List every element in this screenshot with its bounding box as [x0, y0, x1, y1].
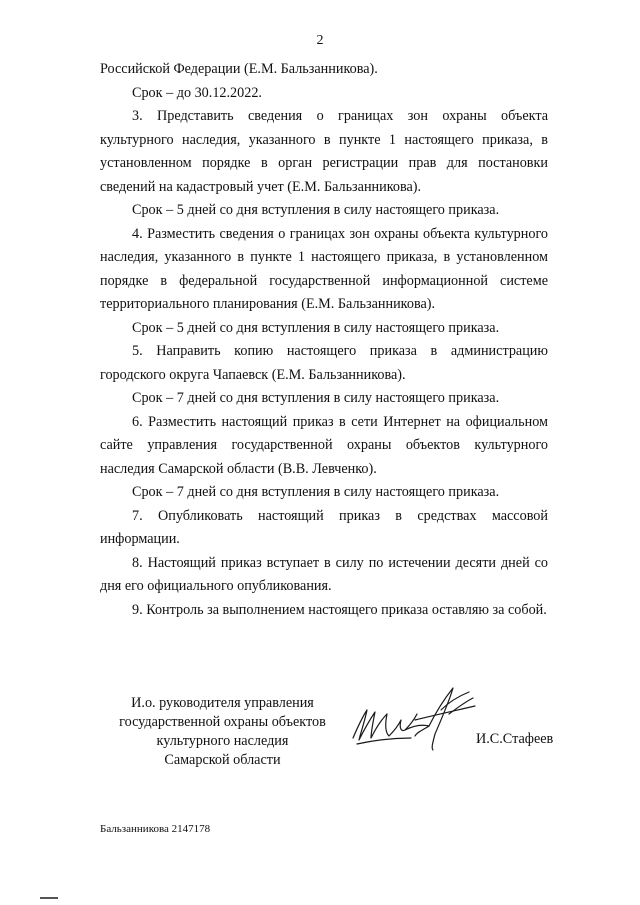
paragraph: 4. Разместить сведения о границах зон охраны объекта культурного наследия, указанного в пункте 1 настоящего приказа, в установленном порядке в федеральной государственной информационной системе территориального планирования (Е.М. Бальзанникова). [100, 225, 548, 312]
deadline-paragraph: Срок – 7 дней со дня вступления в силу настоящего приказа. [132, 484, 500, 500]
deadline-paragraph: Срок – 5 дней со дня вступления в силу настоящего приказа. [132, 319, 500, 336]
paragraph: 7. Опубликовать настоящий приказ в средствах массовой информации. [100, 507, 548, 547]
handwritten-signature [345, 680, 490, 760]
executor-note: Бальзанникова 2147178 [100, 823, 211, 835]
signatory-name: И.С.Стафеев [476, 731, 554, 747]
signatory-title-line: И.о. руководителя управления [131, 695, 314, 711]
deadline-paragraph: Срок – 7 дней со дня вступления в силу настоящего приказа. [132, 390, 500, 406]
paragraph: 5. Направить копию настоящего приказа в администрацию городского округа Чапаевск (Е.М. Бальзанникова). [100, 343, 548, 383]
signatory-title-line: государственной охраны объектов [119, 714, 326, 730]
signatory-title [105, 694, 340, 770]
deadline-paragraph: Срок – 5 дней со дня вступления в силу настоящего приказа. [132, 202, 500, 218]
scan-edge-mark [40, 897, 58, 899]
paragraph: 6. Разместить настоящий приказ в сети Интернет на официальном сайте управления государственной охраны объектов культурного наследия Самарской области (В.В. Левченко). [100, 413, 548, 477]
paragraph: Российской Федерации (Е.М. Бальзанникова). [100, 61, 378, 77]
deadline-paragraph: Срок – до 30.12.2022. [132, 84, 262, 101]
document-body [100, 58, 548, 622]
paragraph: 3. Представить сведения о границах зон охраны объекта культурного наследия, указанного в пункте 1 настоящего приказа, в установленном порядке в орган регистрации прав для постановки сведений на кадастровый учет (Е.М. Бальзанникова). [100, 108, 548, 195]
page-number: 2 [316, 33, 324, 48]
paragraph: 8. Настоящий приказ вступает в силу по истечении десяти дней со дня его официального опубликования. [100, 554, 548, 594]
signatory-title-line: Самарской области [164, 752, 281, 768]
signatory-title-line: культурного наследия [156, 733, 289, 749]
paragraph: 9. Контроль за выполнением настоящего приказа оставляю за собой. [132, 601, 547, 618]
